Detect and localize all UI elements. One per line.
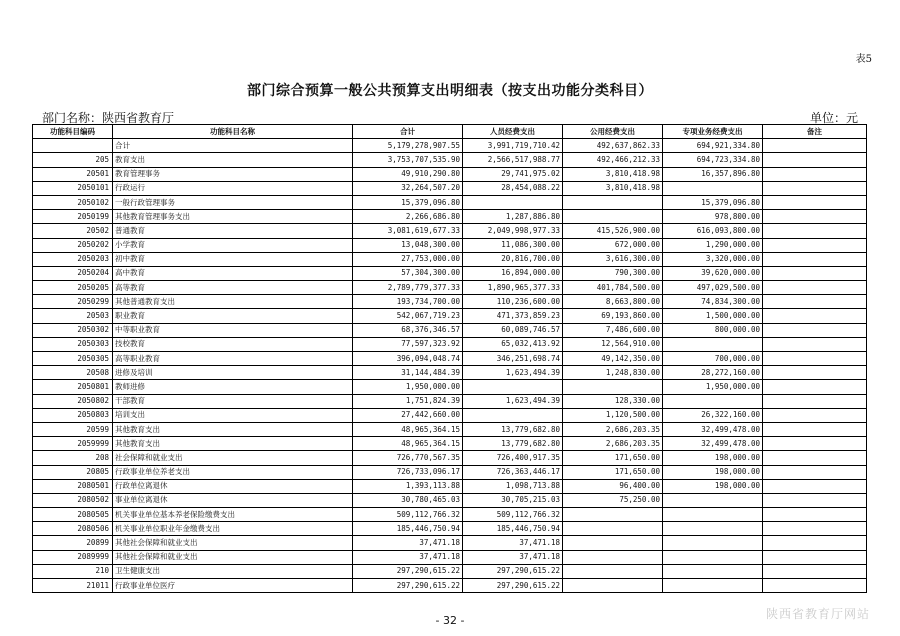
cell-total: 27,442,660.00 <box>353 408 463 422</box>
cell-total: 48,965,364.15 <box>353 437 463 451</box>
cell-special: 28,272,160.00 <box>663 366 763 380</box>
cell-personnel: 726,400,917.35 <box>463 451 563 465</box>
cell-special: 694,723,334.80 <box>663 153 763 167</box>
header-code: 功能科目编码 <box>33 125 113 139</box>
cell-name: 技校教育 <box>113 337 353 351</box>
table-row <box>33 295 867 309</box>
cell-total: 1,751,824.39 <box>353 394 463 408</box>
cell-total: 13,048,300.00 <box>353 238 463 252</box>
cell-note <box>763 139 867 153</box>
table-row <box>33 579 867 593</box>
cell-code: 20501 <box>33 167 113 181</box>
cell-note <box>763 380 867 394</box>
cell-special <box>663 550 763 564</box>
cell-note <box>763 437 867 451</box>
cell-personnel: 13,779,682.80 <box>463 437 563 451</box>
table-row <box>33 238 867 252</box>
cell-special: 39,620,000.00 <box>663 266 763 280</box>
cell-total: 3,081,619,677.33 <box>353 224 463 238</box>
site-watermark: 陕西省教育厅网站 <box>765 607 870 621</box>
cell-name: 其他社会保障和就业支出 <box>113 536 353 550</box>
cell-public <box>563 579 663 593</box>
cell-total: 726,733,096.17 <box>353 465 463 479</box>
cell-personnel: 13,779,682.80 <box>463 422 563 436</box>
cell-personnel: 11,086,300.00 <box>463 238 563 252</box>
cell-public: 3,810,418.98 <box>563 167 663 181</box>
table-row <box>33 394 867 408</box>
cell-public <box>563 564 663 578</box>
cell-name: 卫生健康支出 <box>113 564 353 578</box>
cell-total: 68,376,346.57 <box>353 323 463 337</box>
cell-public: 2,686,203.35 <box>563 437 663 451</box>
cell-public: 492,637,862.33 <box>563 139 663 153</box>
cell-total: 193,734,700.00 <box>353 295 463 309</box>
cell-note <box>763 167 867 181</box>
cell-public: 49,142,350.00 <box>563 352 663 366</box>
cell-personnel: 1,287,886.80 <box>463 210 563 224</box>
cell-code: 20805 <box>33 465 113 479</box>
cell-public: 3,810,418.98 <box>563 181 663 195</box>
cell-note <box>763 536 867 550</box>
cell-note <box>763 153 867 167</box>
cell-personnel: 2,566,517,988.77 <box>463 153 563 167</box>
header-public: 公用经费支出 <box>563 125 663 139</box>
cell-total: 5,179,278,907.55 <box>353 139 463 153</box>
table-row <box>33 564 867 578</box>
table-row <box>33 181 867 195</box>
cell-name: 行政事业单位医疗 <box>113 579 353 593</box>
cell-personnel: 28,454,088.22 <box>463 181 563 195</box>
table-row <box>33 522 867 536</box>
cell-total: 37,471.18 <box>353 536 463 550</box>
cell-total: 77,597,323.92 <box>353 337 463 351</box>
cell-name: 高中教育 <box>113 266 353 280</box>
cell-total: 297,290,615.22 <box>353 579 463 593</box>
cell-personnel: 16,894,000.00 <box>463 266 563 280</box>
table-row <box>33 281 867 295</box>
cell-personnel: 1,890,965,377.33 <box>463 281 563 295</box>
cell-special: 800,000.00 <box>663 323 763 337</box>
cell-special: 1,290,000.00 <box>663 238 763 252</box>
cell-special: 74,834,300.00 <box>663 295 763 309</box>
cell-name: 教育管理事务 <box>113 167 353 181</box>
cell-special <box>663 564 763 578</box>
table-row <box>33 536 867 550</box>
cell-special: 1,500,000.00 <box>663 309 763 323</box>
cell-total: 2,789,779,377.33 <box>353 281 463 295</box>
cell-total: 3,753,707,535.90 <box>353 153 463 167</box>
cell-total: 48,965,364.15 <box>353 422 463 436</box>
cell-public: 1,120,500.00 <box>563 408 663 422</box>
cell-name: 其他教育管理事务支出 <box>113 210 353 224</box>
cell-code: 2050801 <box>33 380 113 394</box>
cell-note <box>763 224 867 238</box>
table-row <box>33 195 867 209</box>
cell-personnel: 297,290,615.22 <box>463 564 563 578</box>
table-row <box>33 493 867 507</box>
cell-public: 75,250.00 <box>563 493 663 507</box>
cell-note <box>763 493 867 507</box>
cell-total: 1,393,113.88 <box>353 479 463 493</box>
cell-name: 机关事业单位基本养老保险缴费支出 <box>113 508 353 522</box>
cell-code <box>33 139 113 153</box>
cell-code: 20899 <box>33 536 113 550</box>
table-row <box>33 508 867 522</box>
cell-special: 32,499,478.00 <box>663 437 763 451</box>
cell-code: 2050205 <box>33 281 113 295</box>
cell-personnel: 346,251,698.74 <box>463 352 563 366</box>
cell-personnel: 297,290,615.22 <box>463 579 563 593</box>
table-row <box>33 167 867 181</box>
cell-total: 27,753,000.00 <box>353 252 463 266</box>
cell-total: 509,112,766.32 <box>353 508 463 522</box>
cell-public <box>563 508 663 522</box>
cell-total: 1,950,000.00 <box>353 380 463 394</box>
page-number: - 32 - <box>435 614 465 627</box>
cell-public <box>563 550 663 564</box>
cell-code: 2050299 <box>33 295 113 309</box>
header-personnel: 人员经费支出 <box>463 125 563 139</box>
cell-personnel: 1,623,494.39 <box>463 366 563 380</box>
cell-code: 2050802 <box>33 394 113 408</box>
header-name: 功能科目名称 <box>113 125 353 139</box>
cell-code: 2050202 <box>33 238 113 252</box>
cell-public <box>563 210 663 224</box>
cell-public: 415,526,900.00 <box>563 224 663 238</box>
cell-special: 694,921,334.80 <box>663 139 763 153</box>
cell-public <box>563 536 663 550</box>
cell-special <box>663 536 763 550</box>
cell-total: 31,144,484.39 <box>353 366 463 380</box>
cell-public: 8,663,800.00 <box>563 295 663 309</box>
cell-total: 297,290,615.22 <box>353 564 463 578</box>
cell-name: 行政单位离退休 <box>113 479 353 493</box>
cell-public: 672,000.00 <box>563 238 663 252</box>
table-row <box>33 323 867 337</box>
cell-name: 小学教育 <box>113 238 353 252</box>
cell-total: 185,446,750.94 <box>353 522 463 536</box>
cell-personnel <box>463 380 563 394</box>
cell-personnel: 726,363,446.17 <box>463 465 563 479</box>
cell-note <box>763 238 867 252</box>
cell-personnel: 37,471.18 <box>463 536 563 550</box>
cell-personnel: 1,623,494.39 <box>463 394 563 408</box>
cell-note <box>763 408 867 422</box>
cell-personnel: 2,049,998,977.33 <box>463 224 563 238</box>
cell-note <box>763 522 867 536</box>
cell-note <box>763 422 867 436</box>
cell-note <box>763 195 867 209</box>
cell-code: 20503 <box>33 309 113 323</box>
cell-name: 事业单位离退休 <box>113 493 353 507</box>
table-header-row <box>33 125 867 139</box>
cell-total: 2,266,686.80 <box>353 210 463 224</box>
cell-personnel: 20,816,700.00 <box>463 252 563 266</box>
cell-special: 198,000.00 <box>663 451 763 465</box>
cell-special: 198,000.00 <box>663 479 763 493</box>
table-row <box>33 266 867 280</box>
cell-code: 2050803 <box>33 408 113 422</box>
cell-note <box>763 295 867 309</box>
cell-note <box>763 550 867 564</box>
cell-name: 进修及培训 <box>113 366 353 380</box>
cell-name: 机关事业单位职业年金缴费支出 <box>113 522 353 536</box>
table-row <box>33 352 867 366</box>
cell-code: 20502 <box>33 224 113 238</box>
cell-name: 初中教育 <box>113 252 353 266</box>
cell-personnel: 65,032,413.92 <box>463 337 563 351</box>
cell-total: 30,780,465.03 <box>353 493 463 507</box>
cell-special <box>663 579 763 593</box>
table-row <box>33 309 867 323</box>
cell-code: 20508 <box>33 366 113 380</box>
cell-code: 210 <box>33 564 113 578</box>
cell-code: 21011 <box>33 579 113 593</box>
cell-public <box>563 522 663 536</box>
budget-table <box>32 124 867 593</box>
cell-public: 69,193,860.00 <box>563 309 663 323</box>
cell-name: 教师进修 <box>113 380 353 394</box>
table-row <box>33 451 867 465</box>
cell-public: 7,486,600.00 <box>563 323 663 337</box>
unit-label: 单位：元 <box>809 111 858 125</box>
cell-note <box>763 479 867 493</box>
cell-note <box>763 579 867 593</box>
cell-code: 208 <box>33 451 113 465</box>
cell-special <box>663 522 763 536</box>
cell-personnel: 509,112,766.32 <box>463 508 563 522</box>
cell-personnel <box>463 408 563 422</box>
table-row <box>33 380 867 394</box>
cell-name: 其他教育支出 <box>113 422 353 436</box>
cell-name: 中等职业教育 <box>113 323 353 337</box>
cell-special <box>663 508 763 522</box>
table-row <box>33 408 867 422</box>
cell-special <box>663 493 763 507</box>
cell-special: 32,499,478.00 <box>663 422 763 436</box>
cell-special: 978,800.00 <box>663 210 763 224</box>
cell-personnel <box>463 195 563 209</box>
cell-personnel: 37,471.18 <box>463 550 563 564</box>
cell-personnel: 30,705,215.03 <box>463 493 563 507</box>
cell-name: 其他普通教育支出 <box>113 295 353 309</box>
cell-name: 高等职业教育 <box>113 352 353 366</box>
cell-code: 2050101 <box>33 181 113 195</box>
cell-public: 492,466,212.33 <box>563 153 663 167</box>
table-row <box>33 139 867 153</box>
cell-code: 205 <box>33 153 113 167</box>
cell-public <box>563 380 663 394</box>
cell-special: 616,093,800.00 <box>663 224 763 238</box>
table-row <box>33 366 867 380</box>
cell-public: 171,650.00 <box>563 465 663 479</box>
table-number: 表5 <box>855 54 872 65</box>
cell-public: 790,300.00 <box>563 266 663 280</box>
cell-personnel: 3,991,719,710.42 <box>463 139 563 153</box>
cell-code: 2050302 <box>33 323 113 337</box>
header-special: 专项业务经费支出 <box>663 125 763 139</box>
cell-code: 2080506 <box>33 522 113 536</box>
cell-personnel: 29,741,975.02 <box>463 167 563 181</box>
cell-note <box>763 252 867 266</box>
cell-public: 96,400.00 <box>563 479 663 493</box>
cell-total: 32,264,507.20 <box>353 181 463 195</box>
cell-personnel: 471,373,859.23 <box>463 309 563 323</box>
cell-code: 2080501 <box>33 479 113 493</box>
cell-note <box>763 309 867 323</box>
cell-code: 2050102 <box>33 195 113 209</box>
table-row <box>33 465 867 479</box>
cell-name: 其他教育支出 <box>113 437 353 451</box>
table-row <box>33 479 867 493</box>
cell-special: 1,950,000.00 <box>663 380 763 394</box>
cell-name: 行政运行 <box>113 181 353 195</box>
cell-public: 1,248,830.00 <box>563 366 663 380</box>
header-note: 备注 <box>763 125 867 139</box>
cell-special <box>663 394 763 408</box>
table-row <box>33 224 867 238</box>
cell-total: 542,067,719.23 <box>353 309 463 323</box>
cell-total: 37,471.18 <box>353 550 463 564</box>
cell-code: 2050303 <box>33 337 113 351</box>
cell-note <box>763 366 867 380</box>
cell-name: 其他社会保障和就业支出 <box>113 550 353 564</box>
cell-total: 15,379,096.80 <box>353 195 463 209</box>
cell-code: 2050204 <box>33 266 113 280</box>
cell-total: 396,094,048.74 <box>353 352 463 366</box>
table-row <box>33 252 867 266</box>
cell-name: 教育支出 <box>113 153 353 167</box>
cell-code: 2080505 <box>33 508 113 522</box>
table-row <box>33 153 867 167</box>
header-total: 合计 <box>353 125 463 139</box>
cell-special: 16,357,896.80 <box>663 167 763 181</box>
cell-code: 2059999 <box>33 437 113 451</box>
cell-special: 3,320,000.00 <box>663 252 763 266</box>
cell-note <box>763 266 867 280</box>
cell-name: 干部教育 <box>113 394 353 408</box>
table-row <box>33 337 867 351</box>
cell-name: 普通教育 <box>113 224 353 238</box>
cell-personnel: 60,089,746.57 <box>463 323 563 337</box>
cell-public: 171,650.00 <box>563 451 663 465</box>
cell-public <box>563 195 663 209</box>
cell-note <box>763 352 867 366</box>
department-name: 部门名称：陕西省教育厅 <box>42 111 175 125</box>
cell-name: 社会保障和就业支出 <box>113 451 353 465</box>
cell-note <box>763 181 867 195</box>
cell-special <box>663 181 763 195</box>
cell-code: 2050199 <box>33 210 113 224</box>
table-row <box>33 422 867 436</box>
cell-public: 12,564,910.00 <box>563 337 663 351</box>
cell-public: 128,330.00 <box>563 394 663 408</box>
cell-note <box>763 394 867 408</box>
cell-name: 培训支出 <box>113 408 353 422</box>
table-row <box>33 437 867 451</box>
cell-personnel: 110,236,600.00 <box>463 295 563 309</box>
cell-note <box>763 323 867 337</box>
cell-special: 198,000.00 <box>663 465 763 479</box>
cell-code: 2050305 <box>33 352 113 366</box>
cell-code: 2080502 <box>33 493 113 507</box>
cell-name: 合计 <box>113 139 353 153</box>
cell-code: 20599 <box>33 422 113 436</box>
cell-name: 高等教育 <box>113 281 353 295</box>
cell-note <box>763 281 867 295</box>
cell-total: 57,304,300.00 <box>353 266 463 280</box>
cell-name: 行政事业单位养老支出 <box>113 465 353 479</box>
cell-special: 700,000.00 <box>663 352 763 366</box>
cell-personnel: 185,446,750.94 <box>463 522 563 536</box>
cell-total: 726,770,567.35 <box>353 451 463 465</box>
cell-special: 26,322,160.00 <box>663 408 763 422</box>
cell-note <box>763 210 867 224</box>
page-title: 部门综合预算一般公共预算支出明细表（按支出功能分类科目） <box>247 83 653 99</box>
cell-public: 2,686,203.35 <box>563 422 663 436</box>
cell-special: 497,029,500.00 <box>663 281 763 295</box>
cell-public: 401,784,500.00 <box>563 281 663 295</box>
cell-name: 职业教育 <box>113 309 353 323</box>
cell-note <box>763 451 867 465</box>
cell-total: 49,910,290.80 <box>353 167 463 181</box>
cell-personnel: 1,098,713.88 <box>463 479 563 493</box>
cell-code: 2089999 <box>33 550 113 564</box>
cell-code: 2050203 <box>33 252 113 266</box>
cell-note <box>763 337 867 351</box>
table-row <box>33 550 867 564</box>
cell-note <box>763 465 867 479</box>
cell-note <box>763 508 867 522</box>
table-row <box>33 210 867 224</box>
cell-public: 3,616,300.00 <box>563 252 663 266</box>
cell-note <box>763 564 867 578</box>
cell-name: 一般行政管理事务 <box>113 195 353 209</box>
cell-special: 15,379,096.80 <box>663 195 763 209</box>
cell-special <box>663 337 763 351</box>
